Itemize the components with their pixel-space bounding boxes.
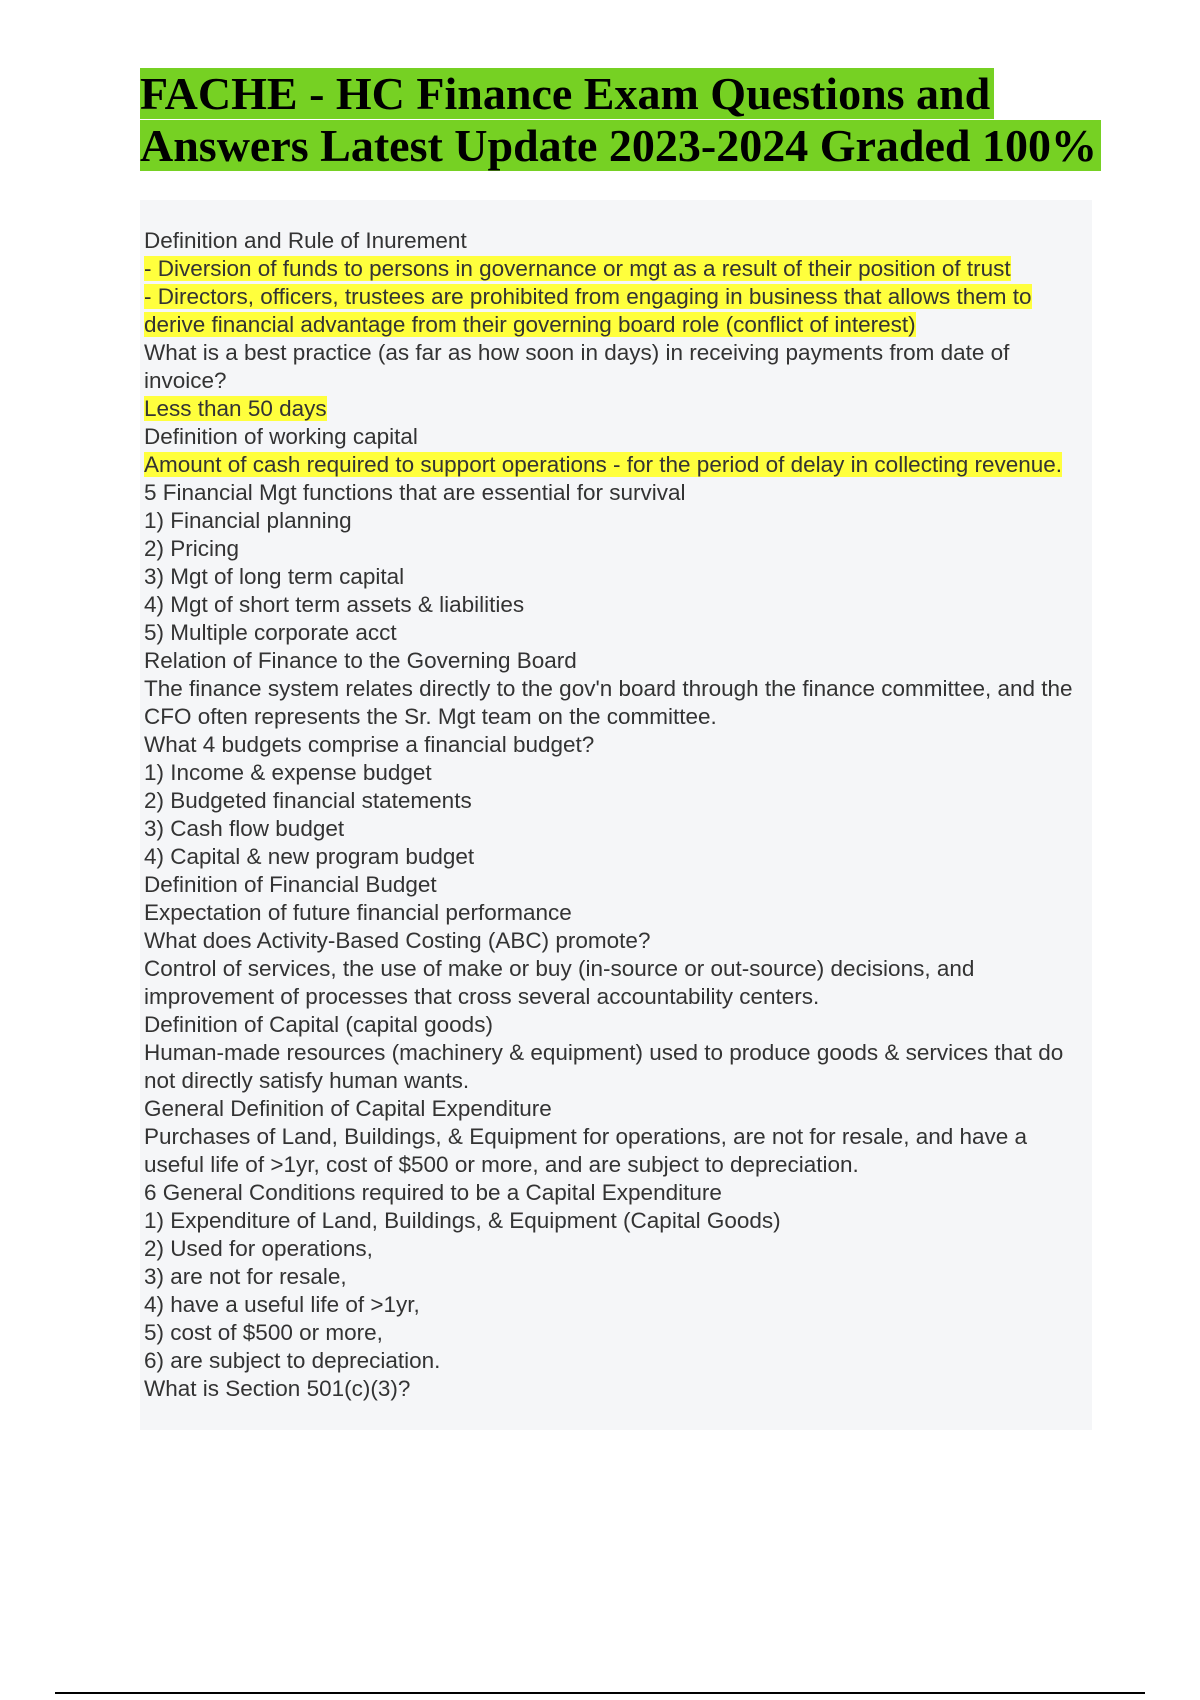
qa-line — [144, 507, 1084, 535]
qa-line-text: What 4 budgets comprise a financial budget? — [144, 732, 595, 757]
qa-line-text: 5 Financial Mgt functions that are essential for survival — [144, 480, 686, 505]
qa-line — [144, 871, 1084, 899]
qa-line-text: - Directors, officers, trustees are prohibited from engaging in business that allows them to derive financial advantage from their governing board role (conflict of interest) — [144, 284, 1032, 337]
qa-line-text: 2) Pricing — [144, 536, 240, 561]
qa-line-text: Definition of working capital — [144, 424, 418, 449]
qa-line — [144, 955, 1084, 1011]
qa-line-text: Definition of Financial Budget — [144, 872, 437, 897]
qa-line — [144, 1347, 1084, 1375]
qa-line-text: 3) Mgt of long term capital — [144, 564, 405, 589]
qa-line-text: 2) Budgeted financial statements — [144, 788, 472, 813]
qa-line — [144, 227, 1084, 255]
qa-line-text: Expectation of future financial performance — [144, 900, 572, 925]
qa-line-text: Human-made resources (machinery & equipment) used to produce goods & services that do not directly satisfy human wants. — [144, 1040, 1064, 1093]
qa-line — [144, 1123, 1084, 1179]
qa-line-text: Control of services, the use of make or buy (in-source or out-source) decisions, and improvement of processes that cross several accountability centers. — [144, 956, 975, 1009]
qa-content-box — [140, 200, 1092, 1430]
qa-line-text: Relation of Finance to the Governing Board — [144, 648, 577, 673]
qa-line — [144, 815, 1084, 843]
qa-line-text: 2) Used for operations, — [144, 1236, 373, 1261]
qa-line-text: 1) Financial planning — [144, 508, 352, 533]
qa-line — [144, 1375, 1084, 1403]
qa-line — [144, 535, 1084, 563]
qa-line-text: 1) Expenditure of Land, Buildings, & Equipment (Capital Goods) — [144, 1208, 781, 1233]
qa-line-text: The finance system relates directly to the gov'n board through the finance committee, and the CFO often represents the Sr. Mgt team on the committee. — [144, 676, 1073, 729]
qa-line — [144, 1011, 1084, 1039]
qa-line-text: 6) are subject to depreciation. — [144, 1348, 441, 1373]
qa-line-text: 1) Income & expense budget — [144, 760, 432, 785]
qa-line-text: 4) Mgt of short term assets & liabilities — [144, 592, 525, 617]
qa-line — [144, 479, 1084, 507]
qa-line — [144, 591, 1084, 619]
qa-answer-highlighted — [144, 451, 1084, 479]
qa-line — [144, 563, 1084, 591]
qa-line — [144, 1039, 1084, 1095]
qa-line-text: General Definition of Capital Expenditure — [144, 1096, 552, 1121]
qa-line — [144, 1179, 1084, 1207]
qa-line — [144, 899, 1084, 927]
qa-line — [144, 1319, 1084, 1347]
qa-line-text: 5) cost of $500 or more, — [144, 1320, 383, 1345]
qa-line — [144, 619, 1084, 647]
qa-line — [144, 787, 1084, 815]
qa-line-text: Amount of cash required to support operations - for the period of delay in collecting revenue. — [144, 452, 1063, 477]
qa-line — [144, 1291, 1084, 1319]
qa-line-text: - Diversion of funds to persons in governance or mgt as a result of their position of trust — [144, 256, 1011, 281]
qa-answer-highlighted — [144, 395, 1084, 423]
qa-line-text: Less than 50 days — [144, 396, 327, 421]
qa-list — [144, 227, 1084, 1403]
qa-answer-highlighted — [144, 255, 1084, 283]
qa-line — [144, 1263, 1084, 1291]
qa-line — [144, 1207, 1084, 1235]
qa-line-text: 4) Capital & new program budget — [144, 844, 475, 869]
qa-line-text: Definition and Rule of Inurement — [144, 228, 467, 253]
qa-line — [144, 423, 1084, 451]
qa-line-text: 5) Multiple corporate acct — [144, 620, 397, 645]
qa-line — [144, 1235, 1084, 1263]
qa-line-text: 3) are not for resale, — [144, 1264, 347, 1289]
qa-line — [144, 339, 1084, 395]
document-title-text: FACHE - HC Finance Exam Questions and Answers Latest Update 2023-2024 Graded 100% — [140, 68, 1101, 171]
qa-line-text: What is Section 501(c)(3)? — [144, 1376, 411, 1401]
qa-line-text: What is a best practice (as far as how soon in days) in receiving payments from date of invoice? — [144, 340, 1010, 393]
qa-line — [144, 927, 1084, 955]
qa-line — [144, 759, 1084, 787]
qa-line — [144, 843, 1084, 871]
qa-line-text: 3) Cash flow budget — [144, 816, 345, 841]
qa-line — [144, 647, 1084, 675]
qa-line — [144, 675, 1084, 731]
qa-line-text: 6 General Conditions required to be a Capital Expenditure — [144, 1180, 722, 1205]
page-bottom-rule — [55, 1692, 1145, 1694]
qa-line-text: Definition of Capital (capital goods) — [144, 1012, 493, 1037]
qa-line-text: 4) have a useful life of >1yr, — [144, 1292, 420, 1317]
qa-line — [144, 1095, 1084, 1123]
qa-line-text: What does Activity-Based Costing (ABC) promote? — [144, 928, 651, 953]
document-title — [140, 68, 1140, 172]
qa-line-text: Purchases of Land, Buildings, & Equipment for operations, are not for resale, and have a useful life of >1yr, cost of $500 or more, and are subject to depreciation. — [144, 1124, 1028, 1177]
qa-answer-highlighted — [144, 283, 1084, 339]
qa-line — [144, 731, 1084, 759]
